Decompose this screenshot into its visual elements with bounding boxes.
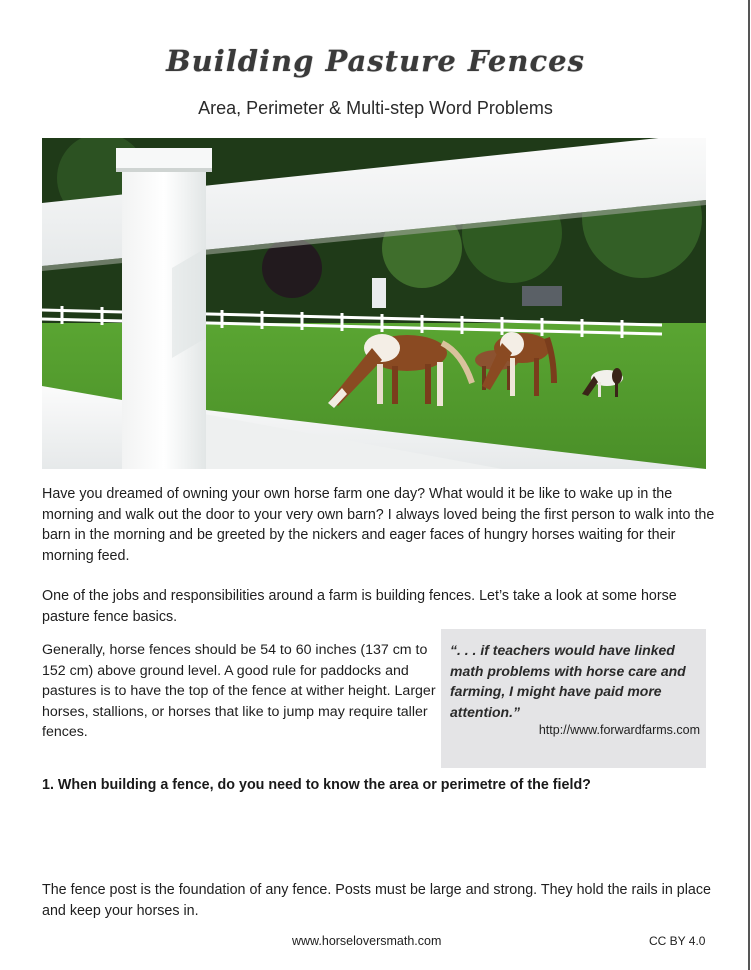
intro-paragraph: Have you dreamed of owning your own horse farm one day? What would it be like to wake up in the morning and walk out the door to your very own barn? I always loved being the first person to walk into the barn in the morning and be greeted by the nickers and eager faces of hungry horses waiting for their morning feed. (42, 486, 715, 564)
pasture-fence-photo (42, 138, 706, 469)
page-title: Building Pasture Fences (166, 44, 585, 78)
fence-height-paragraph: Generally, horse fences should be 54 to 60 inches (137 cm to 152 cm) above ground level. A good rule for paddocks and pastures is to have the top of the fence at wither height. Larger horses, stallions, or horses that like to jump may require taller fences. (42, 642, 436, 740)
quote-text: “. . . if teachers would have linked math problems with horse care and farming, I might have paid more attention.” (450, 642, 686, 720)
page-subtitle: Area, Perimeter & Multi-step Word Problems (198, 98, 553, 118)
page-border (748, 0, 750, 970)
footer-website-link[interactable]: www.horseloversmath.com (292, 934, 442, 948)
fence-post-paragraph: The fence post is the foundation of any fence. Posts must be large and strong. They hold the rails in place and keep your horses in. (42, 882, 711, 919)
quote-box (441, 629, 706, 768)
footer-license: CC BY 4.0 (649, 934, 706, 948)
jobs-paragraph: One of the jobs and responsibilities around a farm is building fences. Let’s take a look at some horse pasture fence basics. (42, 588, 677, 625)
question-1: 1. When building a fence, do you need to know the area or perimetre of the field? (42, 777, 591, 793)
quote-source-link[interactable]: http://www.forwardfarms.com (538, 723, 700, 737)
pasture-scene-illustration (42, 138, 706, 469)
